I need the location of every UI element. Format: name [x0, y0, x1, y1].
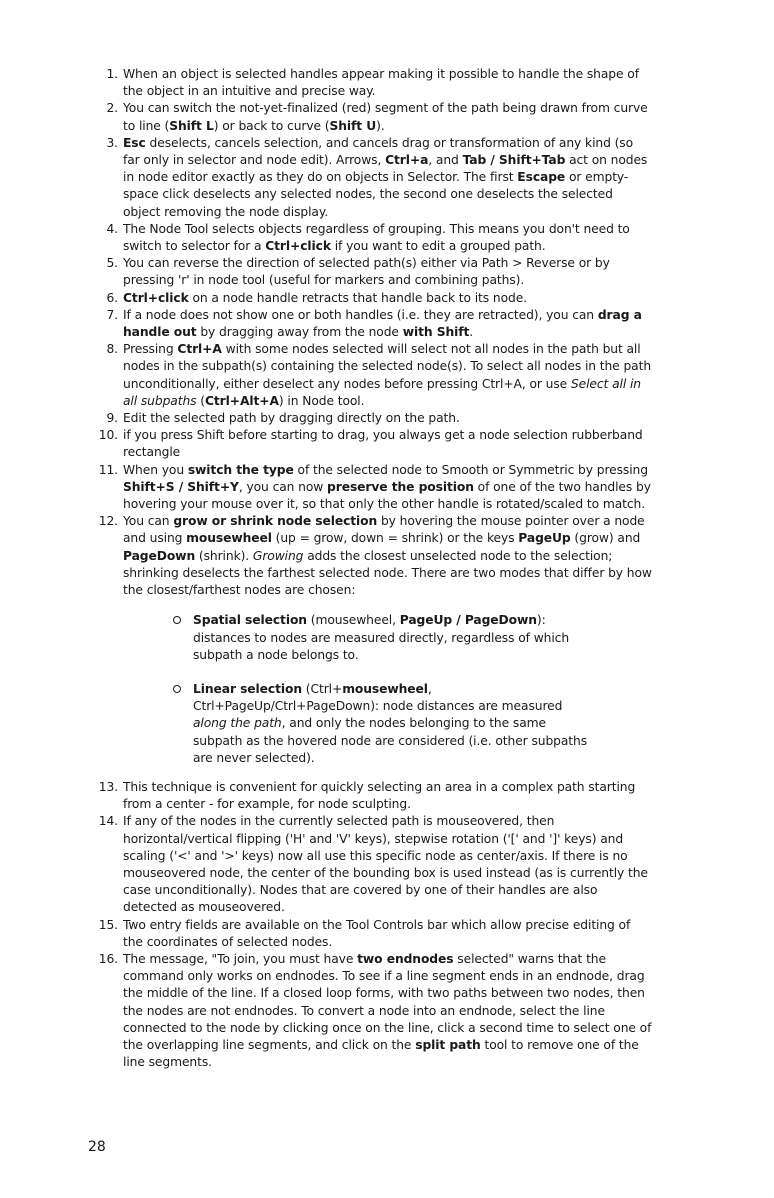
bold-text: PageDown	[123, 548, 196, 563]
text-run: (mousewheel,	[306, 613, 400, 628]
list-item-number: 13.	[98, 779, 118, 794]
list-item-text	[123, 67, 639, 98]
list-item-text	[123, 463, 651, 511]
list-item-text	[123, 101, 648, 132]
list-item	[0, 221, 653, 255]
list-item-text	[123, 428, 643, 459]
list-item	[0, 410, 653, 427]
circle-bullet-icon	[173, 616, 181, 624]
document-body	[0, 66, 774, 1071]
list-item	[0, 135, 653, 221]
list-item-text	[123, 814, 648, 914]
list-item-number: 8.	[106, 342, 118, 357]
text-run: by dragging away from the node	[196, 325, 403, 340]
text-run: or empty-space click deselects any selected nodes, the second one deselects the selected object removing the node display.	[123, 170, 629, 219]
text-run: If any of the nodes in the currently selected path is mouseovered, then horizontal/vertical flipping ('H' and 'V' keys), stepwise rotation ('[' and ']' keys) and scaling ('<' and '>' keys) now all use this specific node as center/axis. If there is no mouseovered node, the center of the bounding box is used instead (as is currently the case unconditionally). Nodes that are covered by one of their handles are also detected as mouseovered.	[123, 814, 648, 915]
text-run: on a node handle retracts that handle back to its node.	[188, 290, 527, 305]
bold-text: split path	[415, 1037, 481, 1052]
text-run: deselects, cancels selection, and cancels drag or transformation of any kind (so far only in selector and node edit). Arrows,	[123, 135, 634, 168]
bold-text: Tab / Shift+Tab	[462, 153, 566, 168]
bullet-item-text	[193, 682, 587, 765]
bold-text: PageUp	[518, 531, 571, 546]
list-item-number: 15.	[98, 917, 118, 932]
list-item-text	[123, 222, 630, 253]
text-run: ) in Node tool.	[278, 393, 365, 408]
bold-text: grow or shrink node selection	[173, 514, 378, 529]
list-item-text	[123, 952, 651, 1069]
bold-text: Ctrl+A	[177, 342, 222, 357]
text-run: , you can now	[238, 479, 328, 494]
text-run: .	[469, 325, 474, 340]
list-item	[0, 341, 653, 410]
text-run: You can reverse the direction of selected path(s) either via Path > Reverse or by pressing 'r' in node tool (useful for markers and combining paths).	[123, 256, 610, 288]
list-item-number: 3.	[106, 135, 118, 150]
list-item-number: 12.	[98, 514, 118, 529]
list-item-number: 9.	[106, 411, 118, 426]
bold-text: Shift U	[329, 118, 377, 133]
bold-text: Ctrl+a	[385, 153, 429, 168]
text-run: of the selected node to Smooth or Symmetric by pressing	[293, 462, 648, 477]
bold-text: Escape	[517, 170, 566, 185]
bold-text: drag a handle out	[123, 307, 642, 340]
text-run: if you press Shift before starting to drag, you always get a node selection rubberband rectangle	[123, 428, 643, 460]
list-item	[0, 917, 653, 951]
list-item-text	[123, 342, 651, 408]
list-item	[0, 513, 653, 599]
text-run: , and	[428, 153, 463, 168]
list-item-text	[123, 514, 652, 597]
bold-text: Shift+S / Shift+Y	[123, 479, 239, 494]
bold-text: PageUp / PageDown	[399, 613, 537, 628]
text-run: with some nodes selected will select not all nodes in the path but all nodes in the subpath(s) containing the selected node(s). To select all nodes in the path unconditionally, either deselect any nodes before pressing Ctrl+A, or use	[123, 342, 652, 391]
text-run: Edit the selected path by dragging directly on the path.	[123, 411, 460, 426]
list-item-number: 1.	[106, 67, 118, 81]
text-run: This technique is convenient for quickly selecting an area in a complex path starting from a center - for example, for node sculpting.	[123, 779, 636, 812]
list-item-text	[123, 136, 647, 219]
text-run: , and only the nodes belonging to the same subpath as the hovered node are considered (i.e. other subpaths are never selected).	[193, 716, 588, 765]
list-item-number: 4.	[106, 221, 118, 236]
list-item	[0, 290, 653, 307]
text-run: , Ctrl+PageUp/Ctrl+PageDown): node distances are measured	[193, 681, 563, 714]
text-run: ).	[376, 118, 385, 133]
list-item-number: 2.	[106, 101, 118, 116]
text-run: When an object is selected handles appear making it possible to handle the shape of the object in an intuitive and precise way.	[123, 67, 639, 99]
bold-text: Linear selection	[193, 681, 302, 696]
text-run: act on nodes in node editor exactly as they do on objects in Selector. The first	[123, 153, 648, 185]
list-item-text	[123, 918, 630, 949]
list-item	[0, 462, 653, 514]
bold-text: preserve the position	[327, 479, 474, 494]
list-item-number: 5.	[106, 256, 118, 271]
bold-text: with Shift	[402, 325, 470, 340]
text-run: You can	[123, 514, 174, 529]
list-item-text	[123, 308, 642, 339]
bold-text: mousewheel	[186, 531, 272, 546]
text-run: The message, "To join, you must have	[123, 951, 358, 966]
text-run: (grow) and	[570, 531, 641, 546]
text-run: of one of the two handles by hovering your mouse over it, so that only the other handle is rotated/scaled to match.	[123, 479, 651, 512]
text-run: Two entry fields are available on the Tool Controls bar which allow precise editing of the coordinates of selected nodes.	[123, 917, 631, 949]
text-run: if you want to edit a grouped path.	[330, 239, 546, 254]
text-run: (up = grow, down = shrink) or the keys	[271, 531, 519, 546]
italic-text: along the path	[193, 716, 282, 731]
text-run: by hovering the mouse pointer over a node and using	[123, 514, 645, 546]
list-item-number: 10.	[98, 428, 118, 443]
text-run: (shrink).	[195, 548, 253, 563]
bullet-item	[193, 612, 598, 664]
list-item-text	[123, 411, 460, 425]
bold-text: Shift L	[169, 118, 214, 133]
list-item-number: 14.	[98, 814, 118, 829]
numbered-list	[0, 66, 774, 599]
list-item-number: 6.	[106, 290, 118, 305]
bold-text: Ctrl+click	[265, 239, 331, 254]
list-item-text	[123, 291, 527, 305]
list-item-text	[123, 256, 610, 287]
bold-text: mousewheel	[342, 681, 428, 696]
text-run: Pressing	[123, 342, 178, 357]
bold-text: two endnodes	[357, 951, 454, 966]
list-item-number: 7.	[106, 307, 118, 322]
list-item	[0, 427, 653, 461]
text-run: When you	[123, 462, 188, 477]
bold-text: Spatial selection	[193, 613, 307, 628]
text-run: adds the closest unselected node to the selection; shrinking deselects the farthest selected node. There are two modes that differ by how the closest/farthest nodes are chosen:	[123, 548, 652, 598]
list-item	[0, 307, 653, 341]
italic-text: Growing	[252, 548, 304, 563]
text-run: ): distances to nodes are measured directly, regardless of which subpath a node belongs to.	[193, 613, 570, 662]
list-item-number: 16.	[98, 951, 118, 966]
bullet-item	[193, 681, 598, 767]
circle-bullet-icon	[173, 685, 181, 693]
numbered-list-continued	[0, 779, 774, 1071]
bold-text: Esc	[123, 135, 146, 150]
italic-text: Select all in all subpaths	[123, 376, 641, 408]
list-item-text	[123, 780, 635, 811]
bold-text: Ctrl+Alt+A	[204, 393, 279, 408]
text-run: (Ctrl+	[302, 681, 343, 696]
bold-text: switch the type	[187, 462, 294, 477]
text-run: tool to remove one of the line segments.	[123, 1037, 639, 1070]
text-run: The Node Tool selects objects regardless of grouping. This means you don't need to switch to selector for a	[123, 221, 630, 254]
text-run: (	[196, 393, 205, 408]
bullet-sublist	[0, 612, 774, 767]
list-item	[0, 813, 653, 916]
text-run: If a node does not show one or both handles (i.e. they are retracted), you can	[123, 307, 598, 322]
list-item-number: 11.	[98, 462, 118, 477]
list-item	[0, 951, 653, 1071]
text-run: ) or back to curve (	[213, 118, 330, 133]
text-run: You can switch the not-yet-finalized (red) segment of the path being drawn from curve to line (	[123, 101, 648, 133]
bold-text: Ctrl+click	[123, 290, 189, 305]
bullet-item-text	[193, 613, 569, 661]
list-item	[0, 100, 653, 134]
list-item	[0, 779, 653, 813]
list-item	[0, 66, 653, 100]
page-number: 28	[88, 1139, 106, 1155]
list-item	[0, 255, 653, 289]
text-run: selected" warns that the command only works on endnodes. To see if a line segment ends in an endnode, drag the middle of the line. If a closed loop forms, with two paths between two nodes, then the nodes are not endnodes. To convert a node into an endnode, select the line connected to the node by clicking once on the line, click a second time to select one of the overlapping line segments, and click on the	[123, 951, 652, 1052]
